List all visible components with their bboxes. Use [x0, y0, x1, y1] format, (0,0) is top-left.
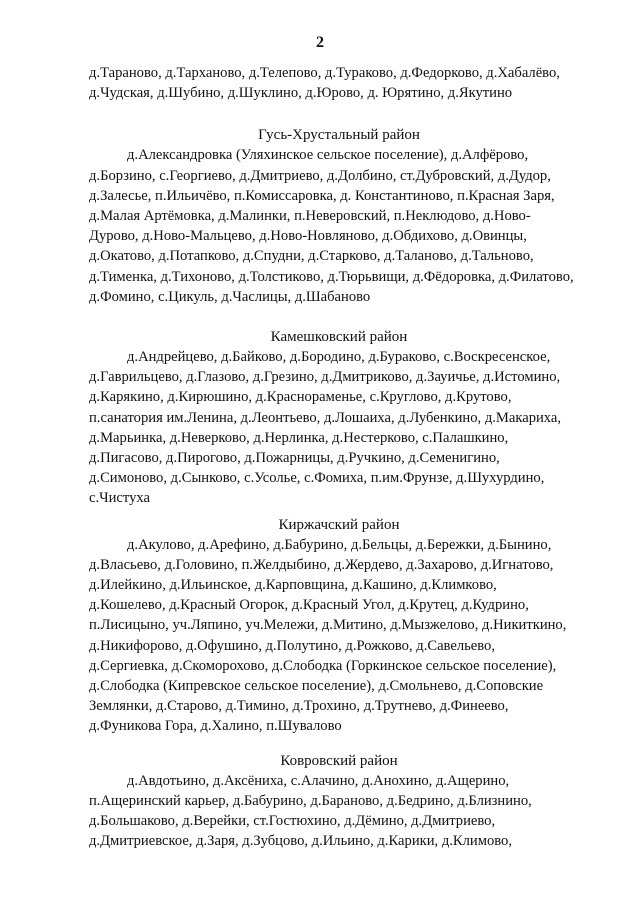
district-section-kameshkovsky [89, 327, 589, 509]
text-line: п.санатория им.Ленина, д.Леонтьево, д.Лошаиха, д.Лубенкино, д.Макариха, [89, 409, 562, 426]
text-line: д.Слободка (Кипревское сельское поселение), д.Смольнево, д.Соповские [89, 678, 544, 695]
text-line: д.Фомино, с.Цикуль, д.Часлицы, д.Шабаново [89, 288, 371, 305]
district-heading: Киржачский район [278, 516, 400, 533]
district-section-kovrovsky [89, 751, 589, 852]
text-line: д.Кошелево, д.Красный Огорок, д.Красный Угол, д.Крутец, д.Кудрино, [89, 597, 529, 614]
district-heading: Ковровский район [280, 752, 398, 769]
text-line: д.Карякино, д.Кирюшино, д.Краснораменье, с.Круглово, д.Крутово, [89, 389, 512, 406]
text-line: д.Никифорово, д.Офушино, д.Полутино, д.Рожково, д.Савельево, [89, 637, 495, 654]
text-line: д.Большаково, д.Верейки, ст.Гостюхино, д.Дёмино, д.Дмитриево, [89, 813, 496, 830]
text-line: д.Фуникова Гора, д.Халино, п.Шувалово [89, 718, 342, 735]
text-line: д.Дмитриевское, д.Заря, д.Зубцово, д.Ильино, д.Карики, д.Климово, [89, 833, 512, 850]
text-line: д.Александровка (Уляхинское сельское поселение), д.Алфёрово, [127, 147, 529, 164]
text-line: д.Малая Артёмовка, д.Малинки, п.Неверовский, п.Неклюдово, д.Ново- [89, 208, 531, 225]
text-line: д.Окатово, д.Потапково, д.Спудни, д.Старково, д.Таланово, д.Тальново, [89, 248, 534, 265]
document-body [89, 63, 589, 852]
text-line: д.Тараново, д.Тарханово, д.Телепово, д.Тураково, д.Федорково, д.Хабалёво, [89, 65, 560, 81]
text-line: д.Тименка, д.Тихоново, д.Толстиково, д.Тюрьвищи, д.Фёдоровка, д.Филатово, [89, 268, 574, 285]
text-line: п.Лисицыно, уч.Ляпино, уч.Мележи, д.Митино, д.Мызжелово, д.Никиткино, [89, 617, 567, 634]
district-heading: Гусь-Хрустальный район [258, 127, 420, 144]
text-line: д.Борзино, с.Георгиево, д.Дмитриево, д.Долбино, ст.Дубровский, д.Дудор, [89, 167, 551, 184]
district-section-kirzhachsky [89, 515, 589, 737]
text-line: д.Залесье, п.Ильичёво, п.Комиссаровка, д. Константиново, п.Красная Заря, [89, 187, 555, 204]
text-line: д.Авдотьино, д.Аксёниха, с.Алачино, д.Анохино, д.Ащерино, [127, 772, 510, 789]
text-line: д.Марьинка, д.Неверково, д.Нерлинка, д.Нестерково, с.Палашкино, [89, 429, 509, 446]
district-heading: Камешковский район [270, 329, 408, 346]
text-line: Землянки, д.Старово, д.Тимино, д.Трохино, д.Трутнево, д.Финеево, [89, 698, 509, 715]
text-line: д.Власьево, д.Головино, п.Желдыбино, д.Жердево, д.Захарово, д.Игнатово, [89, 556, 554, 573]
text-line: Дурово, д.Ново-Мальцево, д.Ново-Новляново, д.Обдихово, д.Овинцы, [89, 228, 527, 245]
text-line: д.Чудская, д.Шубино, д.Шуклино, д.Юрово, д. Юрятино, д.Якутино [89, 85, 513, 102]
text-line: д.Сергиевка, д.Скоморохово, д.Слободка (Горкинское сельское поселение), [89, 657, 557, 674]
text-line: д.Андрейцево, д.Байково, д.Бородино, д.Бураково, с.Воскресенское, [127, 349, 551, 366]
page-number: 2 [316, 34, 324, 51]
text-line: д.Симоново, д.Сынково, с.Усолье, с.Фомиха, п.им.Фрунзе, д.Шухурдино, [89, 470, 545, 487]
district-section-gus-khrustalny [89, 125, 589, 307]
text-line: д.Акулово, д.Арефино, д.Бабурино, д.Бельцы, д.Бережки, д.Бынино, [127, 536, 552, 553]
text-line: д.Илейкино, д.Ильинское, д.Карповщина, д.Кашино, д.Климково, [89, 577, 497, 594]
text-line: с.Чистуха [89, 490, 150, 507]
text-line: д.Пигасово, д.Пирогово, д.Пожарницы, д.Ручкино, д.Семенигино, [89, 450, 500, 467]
intro-paragraph [89, 63, 589, 103]
text-line: п.Ащеринский карьер, д.Бабурино, д.Бараново, д.Бедрино, д.Близнино, [89, 792, 532, 809]
text-line: д.Гаврильцево, д.Глазово, д.Грезино, д.Дмитриково, д.Зауичье, д.Истомино, [89, 369, 561, 386]
